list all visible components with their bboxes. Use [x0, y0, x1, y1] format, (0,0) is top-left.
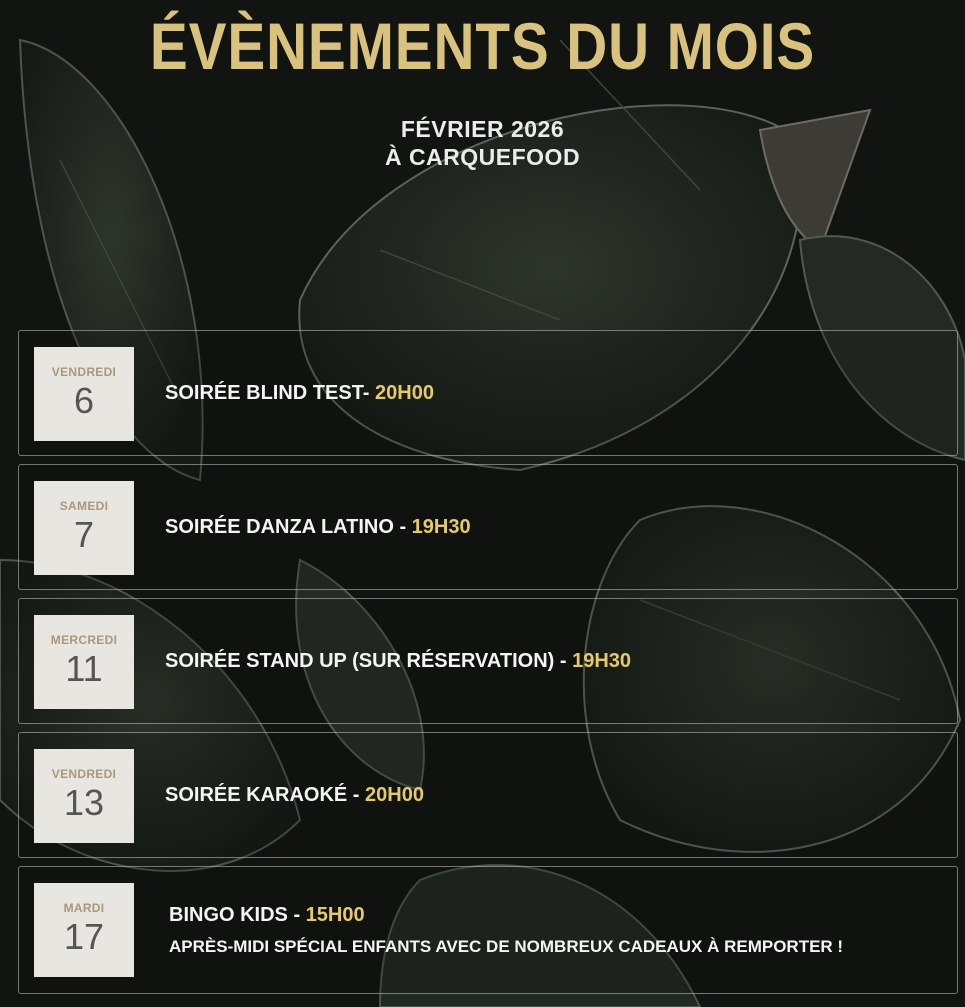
- event-time: 20H00: [365, 783, 424, 806]
- event-card: [18, 598, 958, 724]
- subtitle-venue: À CARQUEFOOD: [384, 144, 581, 170]
- day-number: 6: [73, 380, 95, 421]
- subtitle-month: FÉVRIER 2026: [400, 116, 565, 142]
- event-text: [169, 867, 843, 993]
- event-line: [165, 650, 631, 673]
- day-number: 17: [63, 916, 105, 957]
- event-text: [165, 733, 424, 857]
- event-title: SOIRÉE KARAOKÉ -: [165, 783, 366, 806]
- day-name: MARDI: [63, 901, 105, 915]
- event-card: [18, 464, 958, 590]
- event-line: [165, 516, 471, 539]
- day-number: 7: [73, 514, 95, 555]
- event-time: 19H30: [411, 515, 471, 538]
- date-box: [34, 347, 134, 441]
- event-title: SOIRÉE STAND UP (SUR RÉSERVATION) -: [165, 649, 573, 672]
- day-name: MERCREDI: [50, 633, 118, 647]
- event-title: BINGO KIDS -: [169, 903, 306, 926]
- event-title: SOIRÉE DANZA LATINO -: [165, 515, 412, 538]
- event-detail: APRÈS-MIDI SPÉCIAL ENFANTS AVEC DE NOMBREUX CADEAUX À REMPORTER !: [169, 936, 844, 956]
- day-number: 11: [65, 648, 103, 689]
- day-number: 13: [63, 782, 105, 823]
- day-name: VENDREDI: [51, 365, 117, 379]
- event-card: [18, 866, 958, 994]
- event-line: [165, 784, 424, 807]
- date-box: [34, 749, 134, 843]
- date-box: [34, 883, 134, 977]
- date-box: [34, 481, 134, 575]
- date-box: [34, 615, 134, 709]
- page-title: ÉVÈNEMENTS DU MOIS: [149, 9, 816, 83]
- event-title: SOIRÉE BLIND TEST-: [165, 381, 376, 404]
- day-name: VENDREDI: [51, 767, 117, 781]
- day-name: SAMEDI: [59, 499, 109, 513]
- event-card: [18, 732, 958, 858]
- event-time: 19H30: [572, 649, 632, 672]
- event-text: [165, 331, 434, 455]
- event-line: [169, 904, 843, 927]
- event-time: 20H00: [375, 381, 434, 404]
- event-text: [165, 465, 471, 589]
- event-card: [18, 330, 958, 456]
- event-line: [165, 382, 434, 405]
- event-text: [165, 599, 631, 723]
- event-time: 15H00: [305, 903, 365, 926]
